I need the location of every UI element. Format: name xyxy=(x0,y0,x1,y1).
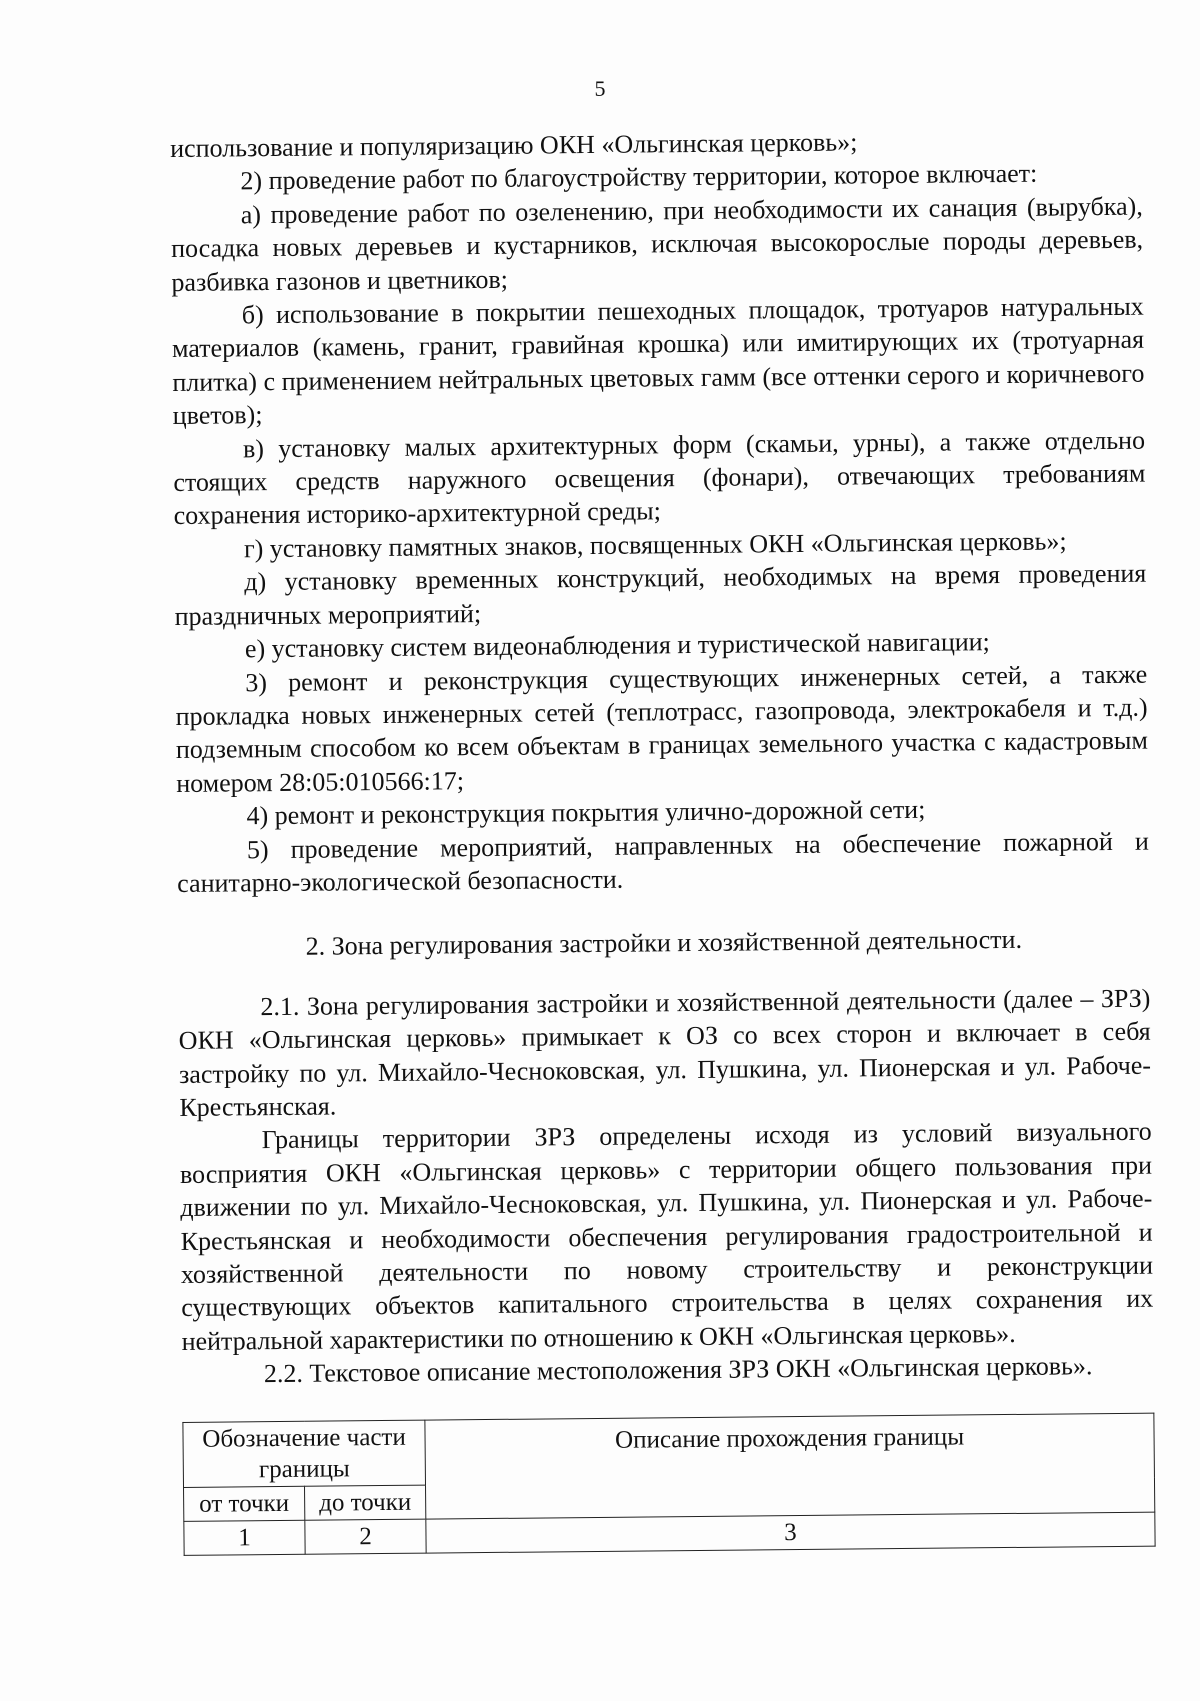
boundary-part-header: Обозначение части границы xyxy=(183,1420,426,1487)
from-point-header: от точки xyxy=(184,1486,305,1521)
paragraph: а) проведение работ по озеленению, при необходимости их санация (вырубка), посадка новых деревьев и кустарников, исключая высокорослые породы деревьев, разбивка газонов и цветников; xyxy=(170,191,1144,297)
paragraph: д) установку временных конструкций, необходимых на время проведения праздничных мероприятий; xyxy=(174,558,1147,631)
page-number: 5 xyxy=(594,76,606,101)
paragraph: 2.1. Зона регулирования застройки и хозяйственной деятельности (далее – ЗРЗ) ОКН «Ольгинская церковь» примыкает к ОЗ со всех сторон и включает в себя застройку по ул. Михайло-Чесноковская, ул. Пушкина, ул. Пионерская и ул. Рабоче-Крестьянская. xyxy=(178,983,1152,1122)
paragraph: Границы территории ЗРЗ определены исходя из условий визуального восприятия ОКН «Ольгинская церковь» с территории общего пользования при движении по ул. Михайло-Чесноковская, ул. Пушкина, ул. Пионерская и ул. Рабоче-Крестьянская и необходимости обеспечения регулирования градостроительной и хозяйственной деятельности по новому строительству и реконструкции существующих объектов капитального строительства в целях сохранения их нейтральной характеристики по отношению к ОКН «Ольгинская церковь». xyxy=(179,1116,1154,1356)
paragraph: 3) ремонт и реконструкция существующих инженерных сетей, а также прокладка новых инженерных сетей (теплотрасс, газопровода, электрокабеля и т.д.) подземным способом ко всем объектам в границах земельного участка с кадастровым номером 28:05:010566:17; xyxy=(175,659,1149,798)
to-point-header: до точки xyxy=(305,1485,426,1520)
description-number: 3 xyxy=(426,1512,1155,1553)
paragraph: 4) ремонт и реконструкция покрытия улично-дорожной сети; xyxy=(246,794,926,831)
paragraph: в) установку малых архитектурных форм (скамьи, урны), а также отдельно стоящих средств наружного освещения (фонари), отвечающих требованиям сохранения историко-архитектурной среды; xyxy=(173,425,1146,531)
boundary-table xyxy=(182,1412,1155,1555)
paragraph: г) установку памятных знаков, посвященных ОКН «Ольгинская церковь»; xyxy=(243,526,1067,564)
boundary-table-wrapper xyxy=(182,1412,1155,1555)
paragraph: 2.2. Текстовое описание местоположения ЗРЗ ОКН «Ольгинская церковь». xyxy=(263,1351,1093,1389)
paragraph: 2) проведение работ по благоустройству территории, которое включает: xyxy=(240,159,1038,196)
from-point-number: 1 xyxy=(184,1520,305,1555)
description-header: Описание прохождения границы xyxy=(425,1413,1155,1519)
paragraph: 5) проведение мероприятий, направленных на обеспечение пожарной и санитарно-экологической безопасности. xyxy=(177,826,1149,898)
paragraph: использование и популяризацию ОКН «Ольгинская церковь»; xyxy=(170,127,858,163)
to-point-number: 2 xyxy=(305,1519,426,1554)
paragraph: б) использование в покрытии пешеходных площадок, тротуаров натуральных материалов (камень, гранит, гравийная крошка) или имитирующих их (тротуарная плитка) с применением нейтральных цветовых гамм (все оттенки серого и коричневого цветов); xyxy=(171,291,1145,431)
document-body xyxy=(170,123,1156,1556)
section-heading: 2. Зона регулирования застройки и хозяйственной деятельности. xyxy=(305,925,1023,962)
paragraph: е) установку систем видеонаблюдения и туристической навигации; xyxy=(244,627,990,664)
